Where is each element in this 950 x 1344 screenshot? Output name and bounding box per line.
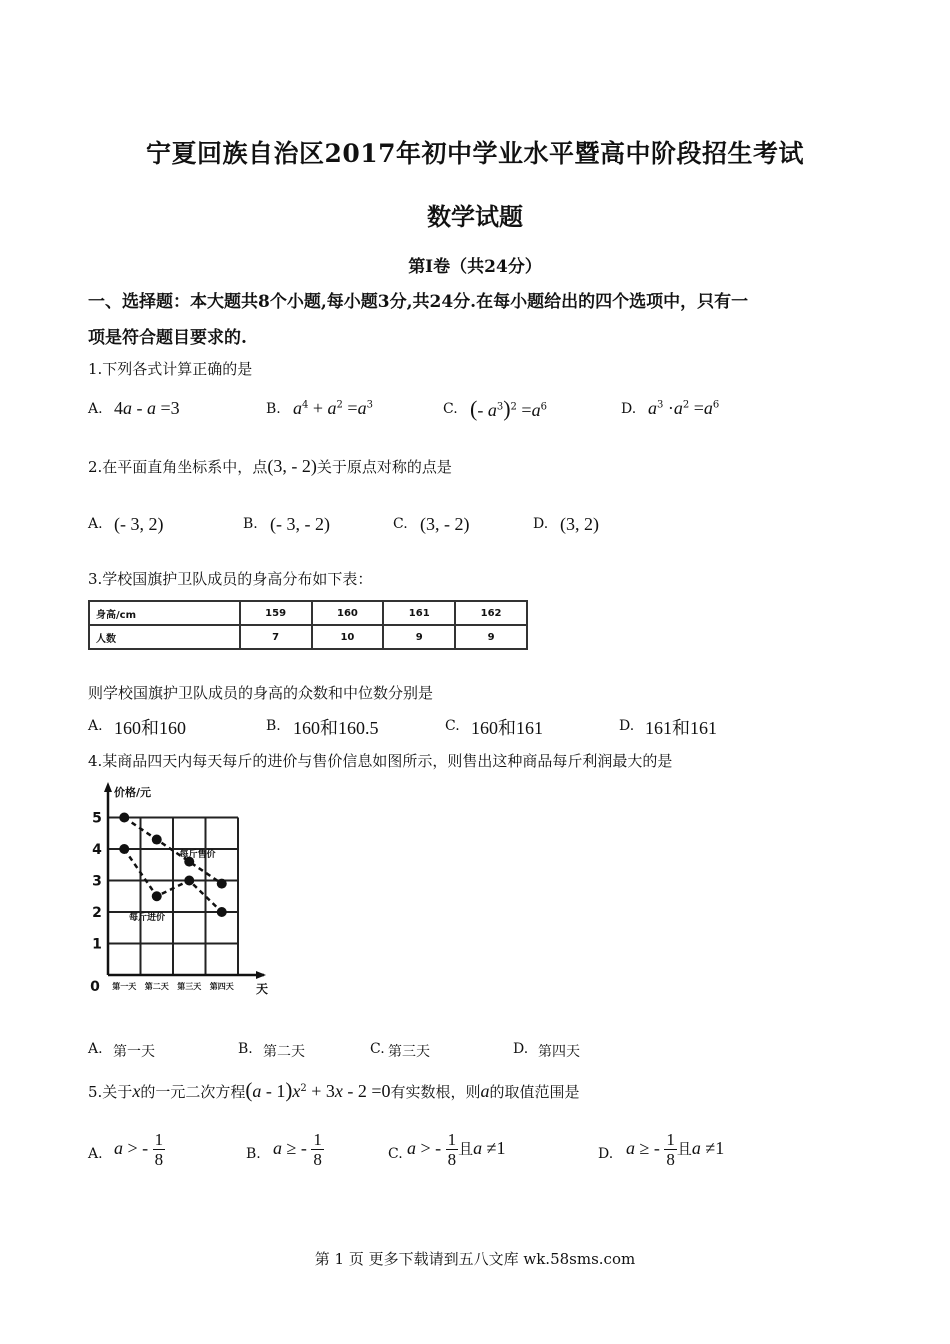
q3-stem: 3.学校国旗护卫队成员的身高分布如下表： <box>88 570 373 588</box>
frac-denominator: 8 <box>666 1150 675 1169</box>
data-point <box>152 835 162 845</box>
table-cell: 7 <box>240 625 312 649</box>
q5-option-d: a ≥ - $\frac{1}{8}$ 且a ≠1 <box>626 1130 725 1169</box>
q2-stem-post: 关于原点对称的点是 <box>316 458 452 476</box>
table-cell: 162 <box>455 601 527 625</box>
q2-point: (3, - 2) <box>267 456 317 476</box>
q4-stem: 4.某商品四天内每天每斤的进价与售价信息如图所示，则售出这种商品每斤利润最大的是 <box>88 752 673 770</box>
frac-denominator: 8 <box>313 1150 322 1169</box>
q1-label-a: A. <box>88 401 103 417</box>
q5-label-b: B. <box>246 1146 261 1162</box>
q5-var-a: a <box>480 1081 490 1101</box>
q5-var-x: x <box>132 1081 141 1101</box>
data-point <box>119 844 129 854</box>
data-point <box>217 907 227 917</box>
data-point <box>184 876 194 886</box>
origin-label: 0 <box>90 979 100 995</box>
y-tick-label: 2 <box>92 905 102 921</box>
frac-numerator: 1 <box>666 1130 675 1149</box>
table-cell: 10 <box>312 625 384 649</box>
data-point <box>119 813 129 823</box>
q3-question: 则学校国旗护卫队成员的身高的众数和中位数分别是 <box>88 684 434 702</box>
y-tick-label: 1 <box>92 936 102 953</box>
q4-label-a: A. <box>88 1041 103 1057</box>
q4-option-d: 第四天 <box>538 1044 580 1060</box>
frac-numerator: 1 <box>313 1130 322 1149</box>
part-heading: 第Ⅰ卷（共24分） <box>408 257 542 277</box>
frac-denominator: 8 <box>447 1150 457 1169</box>
q4-option-a: 第一天 <box>113 1044 155 1060</box>
q1-label-c: C. <box>443 401 458 417</box>
q2-label-c: C. <box>393 516 408 532</box>
series-label-buy: 每斤进价 <box>128 912 166 923</box>
q4-option-b: 第二天 <box>263 1044 305 1060</box>
q5-stem-pre: 5.关于 <box>88 1083 133 1101</box>
q1-option-a: 4a - a =3 <box>114 398 180 418</box>
y-tick-label: 5 <box>92 810 102 827</box>
q3-label-c: C. <box>445 718 460 734</box>
q5-label-a: A. <box>88 1146 103 1162</box>
q3-option-c: 160和161 <box>471 718 543 738</box>
q5-stem-post: 有实数根，则 <box>390 1083 481 1101</box>
table-cell: 160 <box>312 601 384 625</box>
q1-option-b: $a^4 + a^2 =a^3$ <box>293 398 373 418</box>
q1-option-d: $a^3 \cdot a^2 =a^6$ <box>648 398 720 418</box>
q5-stem-mid: 的一元二次方程 <box>140 1083 246 1101</box>
q2-label-a: A. <box>88 516 103 532</box>
q1-label-b: B. <box>266 401 281 417</box>
q5-label-d: D. <box>598 1146 614 1162</box>
q5-label-c: C. <box>388 1146 403 1162</box>
q2-stem <box>88 456 452 477</box>
q2-label-d: D. <box>533 516 549 532</box>
q2-label-b: B. <box>243 516 258 532</box>
x-tick-label: 第三天 <box>177 982 202 991</box>
height-table <box>88 600 528 650</box>
q3-label-a: A. <box>88 718 103 734</box>
data-point <box>217 879 227 889</box>
and-text: 且 <box>676 1140 692 1158</box>
frac-numerator: 1 <box>154 1130 164 1149</box>
q1-stem: 1.下列各式计算正确的是 <box>88 360 253 378</box>
table-cell: 人数 <box>89 625 240 649</box>
data-point <box>152 891 162 901</box>
q1-label-d: D. <box>621 401 637 417</box>
q2-option-c: (3, - 2) <box>420 514 470 534</box>
section-instruction-line1: 一、选择题：本大题共8个小题,每小题3分,共24分.在每小题给出的四个选项中，只有一 <box>88 292 749 312</box>
table-cell: 159 <box>240 601 312 625</box>
and-text: 且 <box>458 1140 474 1158</box>
q2-option-b: (- 3, - 2) <box>270 514 330 534</box>
y-tick-label: 3 <box>92 873 102 890</box>
x-tick-label: 第二天 <box>144 982 169 991</box>
q4-label-c: C. <box>370 1041 385 1057</box>
q3-option-b: 160和160.5 <box>293 718 379 738</box>
q5-option-c: a > - $\frac{1}{8}$ 且a ≠1 <box>407 1130 506 1169</box>
q5-option-a: a > - $\frac{1}{8}$ <box>114 1130 164 1169</box>
q3-option-d: 161和161 <box>645 718 717 738</box>
series-label-sell: 每斤售价 <box>179 849 216 860</box>
q1-option-c: (- $a^3)^2 =a^6$ <box>470 396 547 421</box>
table-row <box>89 625 527 649</box>
q3-label-d: D. <box>619 718 635 734</box>
table-cell: 161 <box>383 601 455 625</box>
x-axis-label: 天 <box>255 982 269 996</box>
table-cell: 9 <box>383 625 455 649</box>
q5-option-b: a ≥ - $\frac{1}{8}$ <box>273 1130 322 1169</box>
table-cell: 9 <box>455 625 527 649</box>
table-row <box>89 601 527 625</box>
x-axis-arrow <box>256 971 266 979</box>
q2-option-a: (- 3, 2) <box>114 514 164 534</box>
page-footer: 第 1 页 更多下载请到五八文库 wk.58sms.com <box>314 1250 636 1268</box>
y-axis-label: 价格/元 <box>114 786 152 799</box>
q5-equation: $(a - 1)x^2 + 3x - 2 =0$ <box>245 1078 391 1102</box>
y-axis-arrow <box>104 782 112 792</box>
q3-label-b: B. <box>266 718 281 734</box>
q2-option-d: (3, 2) <box>560 514 599 534</box>
q4-label-b: B. <box>238 1041 253 1057</box>
page-subtitle: 数学试题 <box>427 202 523 231</box>
q4-option-c: 第三天 <box>388 1044 430 1060</box>
page-title: 宁夏回族自治区2017年初中学业水平暨高中阶段招生考试 <box>145 139 805 168</box>
x-tick-label: 第一天 <box>112 982 137 991</box>
section-instruction-line2: 项是符合题目要求的. <box>88 328 247 348</box>
frac-denominator: 8 <box>154 1150 164 1169</box>
q5-stem-end: 的取值范围是 <box>489 1083 580 1101</box>
price-chart <box>84 778 280 1006</box>
q2-stem-pre: 2.在平面直角坐标系中，点 <box>88 458 268 476</box>
x-tick-label: 第四天 <box>209 982 234 991</box>
y-tick-label: 4 <box>92 842 102 858</box>
frac-numerator: 1 <box>447 1130 457 1149</box>
q4-label-d: D. <box>513 1041 529 1057</box>
q5-stem <box>88 1078 580 1103</box>
table-cell: 身高/cm <box>89 601 240 625</box>
q3-option-a: 160和160 <box>114 718 186 738</box>
